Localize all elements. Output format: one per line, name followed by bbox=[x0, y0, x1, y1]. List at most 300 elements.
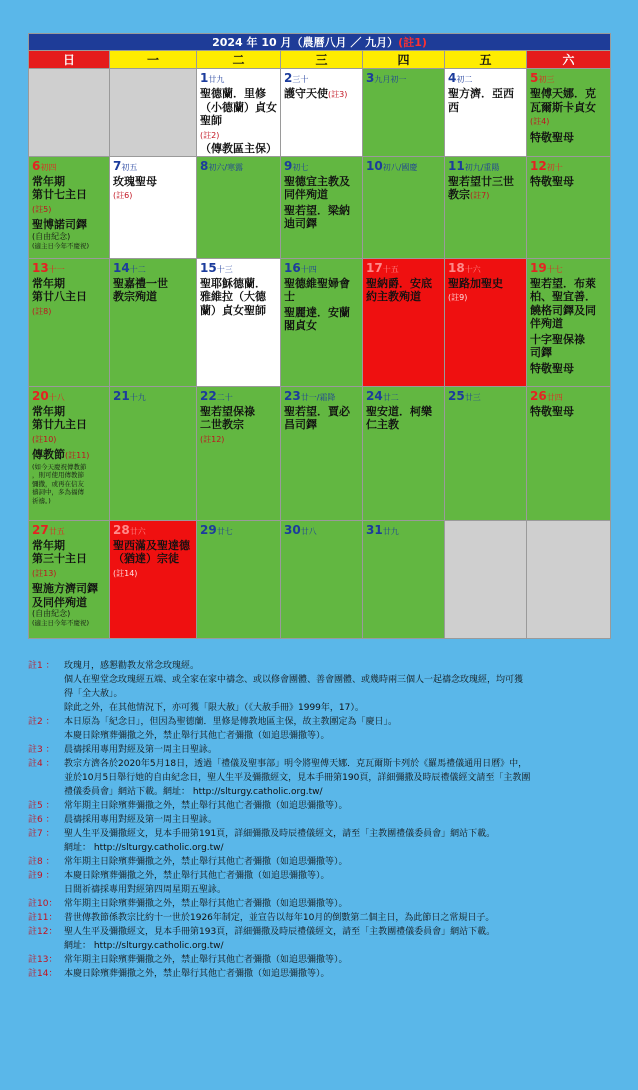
note-reference: (註11) bbox=[65, 451, 90, 460]
date-line bbox=[530, 71, 608, 87]
date-line bbox=[32, 261, 107, 277]
feast-line: 特敬聖母 bbox=[530, 361, 574, 375]
footnote bbox=[28, 743, 610, 757]
day-cell bbox=[197, 520, 281, 638]
footnote-body bbox=[64, 743, 610, 757]
footnote-label: 註14： bbox=[28, 969, 58, 979]
feast-line: 西 bbox=[448, 100, 459, 114]
feast-line: 特敬聖母 bbox=[530, 174, 574, 188]
day-cell bbox=[197, 258, 281, 386]
footnote-label: 註11： bbox=[28, 913, 58, 923]
day-number: 3 bbox=[366, 71, 375, 85]
date-line bbox=[366, 389, 442, 405]
lunar-date: 十三 bbox=[216, 264, 233, 274]
footnote bbox=[28, 799, 610, 813]
day-number: 9 bbox=[284, 158, 293, 173]
day-cell bbox=[281, 520, 363, 638]
date-line bbox=[448, 389, 524, 405]
date-line bbox=[284, 71, 360, 87]
calendar-week-row bbox=[29, 156, 611, 258]
feast-line: 柏、聖宜善． bbox=[530, 290, 596, 303]
day-number: 24 bbox=[366, 388, 383, 403]
day-number: 28 bbox=[113, 522, 130, 537]
date-line bbox=[113, 389, 194, 405]
footnote bbox=[28, 813, 610, 827]
footnote-body bbox=[64, 967, 610, 981]
footnote-line: 本慶日除殯葬彌撒之外，禁止舉行其他亡者彌撒（如追思彌撒等）。 bbox=[64, 969, 330, 979]
footnote-body bbox=[64, 925, 610, 953]
feast-line: 常年期 bbox=[32, 174, 65, 188]
feast-line: 瓦爾斯卡貞女 bbox=[530, 100, 596, 114]
day-number: 21 bbox=[113, 388, 130, 403]
date-line bbox=[448, 159, 524, 175]
day-cell bbox=[363, 69, 445, 157]
lunar-date: 廿八 bbox=[300, 526, 317, 536]
calendar-title-row bbox=[29, 34, 611, 51]
date-line bbox=[200, 389, 278, 405]
footnote-line: 晨禱採用專用對經及第一周主日聖詠。 bbox=[64, 815, 218, 825]
date-line bbox=[366, 71, 442, 87]
day-cell bbox=[110, 520, 197, 638]
day-number: 22 bbox=[200, 388, 217, 403]
feast-line: 司鐸 bbox=[530, 346, 552, 359]
lunar-date: 廿九 bbox=[382, 526, 399, 536]
footnote-line: 晨禱採用專用對經及第一周主日聖詠。 bbox=[64, 745, 218, 755]
day-cell bbox=[29, 156, 110, 258]
day-cell bbox=[110, 156, 197, 258]
feast-line: 聖若望保祿 bbox=[200, 404, 255, 418]
day-number: 1 bbox=[200, 71, 209, 85]
feast-line: 聖若望．布萊 bbox=[530, 276, 596, 290]
note-line bbox=[448, 290, 524, 305]
footnote-label: 註13： bbox=[28, 955, 58, 965]
footnote-line: 本慶日除殯葬彌撒之外，禁止舉行其他亡者彌撒（如追思彌撒等）。 bbox=[64, 731, 330, 741]
feast-line: 聖路加聖史 bbox=[448, 276, 503, 290]
footnote-line: 禮儀委員會」網站下載。網址： http://slturgy.catholic.org.tw/ bbox=[64, 787, 323, 797]
feast-line: 聖博諾司鐸 bbox=[32, 218, 87, 231]
footnote-line: 聖人生平及彌撒經文，見本手冊第193頁，詳細彌撒及時辰禮儀經文，請至「主教團禮儀委員會」網站下載。 bbox=[64, 927, 496, 937]
calendar-title bbox=[29, 34, 611, 51]
day-cell bbox=[281, 258, 363, 386]
day-cell bbox=[281, 69, 363, 157]
feast-line: 聖若望．賈必 bbox=[284, 404, 350, 418]
day-cell bbox=[281, 156, 363, 258]
date-line bbox=[32, 389, 107, 405]
small-remark: (適主日今年不慶祝) bbox=[32, 241, 90, 250]
note-line bbox=[200, 128, 278, 143]
date-line bbox=[530, 389, 608, 405]
feast-line: 教宗殉道 bbox=[113, 290, 157, 303]
date-line bbox=[32, 523, 107, 539]
feast-line: 特敬聖母 bbox=[530, 130, 574, 144]
lunar-date: 廿二 bbox=[382, 392, 399, 402]
footnote-line: 日間祈禱採專用對經第四周星期五聖詠。 bbox=[64, 885, 227, 895]
feast-line: （猶達）宗徒 bbox=[113, 552, 179, 565]
footnote-label: 註10： bbox=[28, 899, 58, 909]
feast-line: 聖納爵．安底 bbox=[366, 276, 432, 290]
day-number: 10 bbox=[366, 158, 383, 173]
footnote-body bbox=[64, 827, 610, 855]
day-cell bbox=[281, 386, 363, 520]
memorial-type: (自由紀念) bbox=[32, 609, 71, 618]
day-number: 14 bbox=[113, 260, 130, 275]
memorial-type: (自由紀念) bbox=[32, 231, 71, 241]
footnote-label: 註1 ： bbox=[28, 661, 55, 671]
feast-line: 常年期 bbox=[32, 404, 65, 418]
feast-line: 聖安道．柯樂 bbox=[366, 404, 432, 418]
footnote-body bbox=[64, 911, 610, 925]
date-line bbox=[113, 159, 194, 175]
day-cell bbox=[445, 156, 527, 258]
lunar-date: 九月初一 bbox=[374, 75, 407, 84]
note-reference: (註10) bbox=[32, 434, 57, 444]
day-cell bbox=[445, 69, 527, 157]
day-number: 18 bbox=[448, 260, 465, 275]
date-line bbox=[284, 389, 360, 405]
feast-line: 蘭）貞女聖師 bbox=[200, 303, 266, 317]
day-cell bbox=[527, 156, 611, 258]
day-number: 12 bbox=[530, 158, 547, 173]
liturgical-calendar bbox=[28, 33, 611, 639]
footnote-line: 教宗方濟各於2020年5月18日，透過「禮儀及聖事部」明令將聖傅天娜．克瓦爾斯卡列於《羅馬禮儀通用日曆》中， bbox=[64, 759, 528, 769]
footnote bbox=[28, 757, 610, 799]
lunar-date: 廿九 bbox=[208, 75, 225, 84]
footnote-label: 註5 ： bbox=[28, 801, 55, 811]
day-cell bbox=[197, 386, 281, 520]
footnote bbox=[28, 911, 610, 925]
footnote bbox=[28, 715, 610, 743]
small-remark: (如今天慶祝傳教節 bbox=[32, 462, 87, 471]
day-cell bbox=[527, 69, 611, 157]
feast-line: 聖若望廿三世 bbox=[448, 174, 514, 188]
footnote-line: 常年期主日除殯葬彌撒之外，禁止舉行其他亡者彌撒（如追思彌撒等）。 bbox=[64, 899, 348, 909]
feast-line: 昌司鐸 bbox=[284, 418, 317, 431]
weekday-thursday: 四 bbox=[363, 51, 445, 69]
date-line bbox=[32, 159, 107, 175]
footnote-body bbox=[64, 799, 610, 813]
footnote-line: 玫瑰月，感懇勸教友常念玫瑰經。 bbox=[64, 661, 200, 671]
lunar-date: 廿一/霜降 bbox=[300, 392, 336, 402]
footnote-line: 個人在聖堂念玫瑰經五端、或全家在家中禱念、或以修會團體、善會團體、或幾時兩三個人一起禱念玫瑰經，均可獲 bbox=[64, 675, 524, 685]
day-number: 19 bbox=[530, 260, 547, 275]
note-line bbox=[113, 566, 194, 581]
footnote-line: 得「全大赦」。 bbox=[64, 689, 123, 699]
day-number: 30 bbox=[284, 522, 301, 537]
lunar-date: 二十 bbox=[216, 392, 233, 402]
day-number: 5 bbox=[530, 71, 539, 85]
feast-line: 聖施方濟司鐸 bbox=[32, 582, 98, 595]
date-line bbox=[366, 261, 442, 277]
footnote-line: 網址： http://slturgy.catholic.org.tw/ bbox=[64, 941, 224, 951]
small-remark: (適主日今年不慶祝) bbox=[32, 619, 90, 627]
footnote-line: 本慶日除殯葬彌撒之外，禁止舉行其他亡者彌撒（如追思彌撒等）。 bbox=[64, 871, 330, 881]
feast-line: 第廿九主日 bbox=[32, 418, 87, 431]
feast-line: 第廿八主日 bbox=[32, 290, 87, 303]
lunar-date: 十二 bbox=[129, 264, 146, 274]
lunar-date: 十七 bbox=[546, 264, 563, 274]
footnote-body bbox=[64, 897, 610, 911]
feast-line: 聖傅天娜．克 bbox=[530, 87, 596, 100]
footnote-line: 常年期主日除殯葬彌撒之外，禁止舉行其他亡者彌撒（如追思彌撒等）。 bbox=[64, 955, 348, 965]
date-line bbox=[200, 71, 278, 87]
feast-line: 二世教宗 bbox=[200, 418, 244, 431]
day-number: 20 bbox=[32, 388, 49, 403]
feast-line: 聖耶穌德蘭． bbox=[200, 276, 266, 290]
calendar-week-row bbox=[29, 520, 611, 638]
lunar-date: 十五 bbox=[382, 264, 399, 274]
lunar-date: 初六/寒露 bbox=[208, 162, 244, 172]
feast-line: 聖德宜主教及 bbox=[284, 174, 350, 188]
lunar-date: 初三 bbox=[538, 75, 555, 84]
day-number: 26 bbox=[530, 388, 547, 403]
day-number: 29 bbox=[200, 522, 217, 537]
empty-day-cell bbox=[110, 69, 197, 157]
lunar-date: 十九 bbox=[129, 392, 146, 402]
lunar-date: 十四 bbox=[300, 264, 317, 274]
feast-line: 雅維拉（大德 bbox=[200, 290, 266, 303]
day-number: 23 bbox=[284, 388, 301, 403]
footnote-label: 註6 ： bbox=[28, 815, 55, 825]
lunar-date: 廿五 bbox=[48, 526, 65, 536]
day-number: 25 bbox=[448, 388, 465, 403]
feast-line: 及同伴殉道 bbox=[32, 595, 87, 609]
weekday-wednesday: 三 bbox=[281, 51, 363, 69]
day-cell bbox=[363, 386, 445, 520]
day-number: 17 bbox=[366, 260, 383, 275]
feast-line: 同伴殉道 bbox=[284, 188, 328, 201]
date-line bbox=[200, 523, 278, 539]
day-number: 16 bbox=[284, 260, 301, 275]
calendar-week-row bbox=[29, 69, 611, 157]
feast-line: 第廿七主日 bbox=[32, 188, 87, 201]
footnote-body bbox=[64, 855, 610, 869]
note-reference: (註14) bbox=[113, 568, 138, 578]
empty-day-cell bbox=[445, 520, 527, 638]
date-line bbox=[284, 523, 360, 539]
small-remark: 祈禱。) bbox=[32, 496, 51, 505]
date-line bbox=[284, 261, 360, 277]
note-reference: (註7) bbox=[470, 191, 490, 200]
lunar-date: 廿四 bbox=[546, 392, 563, 402]
feast-extra: （傳教區主保） bbox=[200, 142, 277, 155]
day-number: 7 bbox=[113, 158, 122, 173]
day-number: 13 bbox=[32, 260, 49, 275]
weekday-tuesday: 二 bbox=[197, 51, 281, 69]
lunar-date: 初七 bbox=[292, 162, 309, 172]
feast-line: 聖嘉禮一世 bbox=[113, 276, 168, 290]
weekday-header-row bbox=[29, 51, 611, 69]
feast-line: 聖德蘭．里修 bbox=[200, 87, 266, 100]
day-cell bbox=[363, 156, 445, 258]
lunar-date: 初五 bbox=[121, 162, 138, 172]
calendar-title-note: (註1) bbox=[398, 36, 427, 49]
feast-line: 閣貞女 bbox=[284, 319, 317, 332]
lunar-date: 三十 bbox=[292, 75, 309, 84]
feast-line: 常年期 bbox=[32, 276, 65, 290]
footnote-line: 聖人生平及彌撒經文，見本手冊第191頁，詳細彌撒及時辰禮儀經文，請至「主教團禮儀委員會」網站下載。 bbox=[64, 829, 496, 839]
note-reference: (註12) bbox=[200, 434, 225, 444]
footnote bbox=[28, 827, 610, 855]
note-reference: (註9) bbox=[448, 293, 468, 302]
footnote-line: 除此之外，在其他情況下，亦可獲「限大赦」（《大赦手冊》1999年，17）。 bbox=[64, 703, 364, 713]
footnote-line: 常年期主日除殯葬彌撒之外，禁止舉行其他亡者彌撒（如追思彌撒等）。 bbox=[64, 801, 348, 811]
calendar-week-row bbox=[29, 386, 611, 520]
date-line bbox=[530, 261, 608, 277]
day-cell bbox=[197, 156, 281, 258]
day-number: 6 bbox=[32, 158, 41, 173]
lunar-date: 廿七 bbox=[216, 526, 233, 536]
date-line bbox=[113, 523, 194, 539]
footnote-line: 網址： http://slturgy.catholic.org.tw/ bbox=[64, 843, 224, 853]
feast-line: 常年期 bbox=[32, 538, 65, 552]
day-number: 31 bbox=[366, 522, 383, 537]
footnote-label: 註2 ： bbox=[28, 717, 55, 727]
note-reference: (註13) bbox=[32, 568, 57, 578]
day-cell bbox=[445, 386, 527, 520]
feast-line: 饒格司鐸及同 bbox=[530, 303, 596, 317]
feast-line: 第三十主日 bbox=[32, 552, 87, 565]
date-line bbox=[200, 261, 278, 277]
calendar-week-row bbox=[29, 258, 611, 386]
note-line bbox=[530, 114, 608, 129]
small-remark: 彌撒，或再在信友 bbox=[32, 479, 84, 488]
footnote-line: 普世傳教節係教宗比約十一世於1926年制定，並宣告以每年10月的倒數第二個主日，為此節日之常規日子。 bbox=[64, 913, 495, 923]
date-line bbox=[366, 159, 442, 175]
note-reference: (註8) bbox=[32, 306, 52, 316]
note-line bbox=[32, 304, 107, 319]
date-line bbox=[448, 261, 524, 277]
footnote bbox=[28, 953, 610, 967]
day-number: 8 bbox=[200, 158, 209, 173]
feast-line: 聖麗達．安蘭 bbox=[284, 305, 350, 319]
lunar-date: 初八/國慶 bbox=[382, 162, 418, 172]
empty-day-cell bbox=[527, 520, 611, 638]
day-number: 27 bbox=[32, 522, 49, 537]
day-cell bbox=[527, 258, 611, 386]
note-reference: (註4) bbox=[530, 117, 550, 126]
lunar-date: 十一 bbox=[48, 264, 65, 274]
feast-line: 聖西滿及聖達德 bbox=[113, 538, 190, 552]
day-number: 2 bbox=[284, 71, 293, 85]
footnote-label: 註8 ： bbox=[28, 857, 55, 867]
footnote bbox=[28, 925, 610, 953]
footnote-body bbox=[64, 659, 610, 715]
footnote-label: 註7 ： bbox=[28, 829, 55, 839]
day-cell bbox=[29, 258, 110, 386]
day-cell bbox=[363, 258, 445, 386]
footnote bbox=[28, 967, 610, 981]
lunar-date: 廿六 bbox=[129, 526, 146, 536]
weekday-sunday: 日 bbox=[29, 51, 110, 69]
footnote bbox=[28, 869, 610, 897]
feast-line: 聖師 bbox=[200, 114, 222, 127]
feast-line: 傳教節(註11) bbox=[32, 448, 90, 461]
day-cell bbox=[110, 258, 197, 386]
small-remark: ，則可使用傳教節 bbox=[32, 471, 84, 479]
lunar-date: 十八 bbox=[48, 392, 65, 402]
footnote-body bbox=[64, 757, 610, 799]
note-line bbox=[200, 432, 278, 447]
date-line bbox=[366, 523, 442, 539]
lunar-date: 初十 bbox=[546, 162, 563, 172]
day-cell bbox=[29, 386, 110, 520]
note-line bbox=[32, 202, 107, 217]
feast-line: 仁主教 bbox=[366, 418, 399, 431]
day-cell bbox=[197, 69, 281, 157]
day-number: 15 bbox=[200, 260, 217, 275]
feast-line: 護守天使(註3) bbox=[284, 87, 348, 100]
day-number: 4 bbox=[448, 71, 457, 85]
note-reference: (註2) bbox=[200, 130, 220, 140]
note-line bbox=[32, 566, 107, 581]
footnote bbox=[28, 897, 610, 911]
footnote-line: 常年期主日除殯葬彌撒之外，禁止舉行其他亡者彌撒（如追思彌撒等）。 bbox=[64, 857, 348, 867]
footnote-body bbox=[64, 813, 610, 827]
lunar-date: 初二 bbox=[456, 75, 473, 84]
footnote bbox=[28, 855, 610, 869]
footnote-line: 並於10月5日舉行她的自由紀念日，聖人生平及彌撒經文，見本手冊第190頁，詳細彌撒及時辰禮儀經文請至「主教團 bbox=[64, 773, 531, 783]
day-cell bbox=[29, 520, 110, 638]
small-remark: 禱詞中，多為福傳 bbox=[32, 488, 84, 496]
date-line bbox=[200, 159, 278, 175]
footnotes bbox=[28, 659, 610, 981]
footnote-body bbox=[64, 953, 610, 967]
footnote-body bbox=[64, 869, 610, 897]
note-line bbox=[32, 432, 107, 447]
empty-day-cell bbox=[29, 69, 110, 157]
note-line bbox=[113, 188, 194, 203]
day-number: 11 bbox=[448, 158, 465, 173]
note-reference: (註6) bbox=[113, 191, 133, 200]
feast-line: 特敬聖母 bbox=[530, 404, 574, 418]
day-cell bbox=[110, 386, 197, 520]
date-line bbox=[448, 71, 524, 87]
weekday-monday: 一 bbox=[110, 51, 197, 69]
weekday-friday: 五 bbox=[445, 51, 527, 69]
calendar-weeks bbox=[29, 69, 611, 639]
feast-line: 聖德維聖婦會 bbox=[284, 276, 350, 290]
feast-line: 迪司鐸 bbox=[284, 217, 317, 230]
footnote bbox=[28, 659, 610, 715]
feast-line: （小德蘭）貞女 bbox=[200, 100, 277, 114]
lunar-date: 初四 bbox=[40, 162, 57, 172]
date-line bbox=[113, 261, 194, 277]
footnote-label: 註3 ： bbox=[28, 745, 55, 755]
date-line bbox=[530, 159, 608, 175]
lunar-date: 廿三 bbox=[464, 392, 481, 402]
feast-line: 聖若望．梁納 bbox=[284, 203, 350, 217]
feast-line: 教宗(註7) bbox=[448, 188, 490, 201]
footnote-body bbox=[64, 715, 610, 743]
lunar-date: 十六 bbox=[464, 264, 481, 274]
footnote-label: 註9 ： bbox=[28, 871, 55, 881]
day-cell bbox=[445, 258, 527, 386]
lunar-date: 初九/重陽 bbox=[464, 162, 500, 172]
footnote-label: 註12： bbox=[28, 927, 58, 937]
note-reference: (註3) bbox=[328, 90, 348, 99]
feast-line: 伴殉道 bbox=[530, 317, 563, 330]
feast-line: 約主教殉道 bbox=[366, 290, 421, 303]
day-cell bbox=[363, 520, 445, 638]
feast-line: 士 bbox=[284, 290, 295, 303]
date-line bbox=[284, 159, 360, 175]
footnote-line: 本日原為「紀念日」，但因為聖德蘭．里修是傳教地區主保，故主教團定為「慶日」。 bbox=[64, 717, 398, 727]
weekday-saturday: 六 bbox=[527, 51, 611, 69]
feast-line: 聖方濟．亞西 bbox=[448, 87, 514, 100]
day-cell bbox=[527, 386, 611, 520]
calendar-title-text: 2024 年 10 月（農曆八月 ／ 九月） bbox=[212, 36, 399, 49]
feast-line: 玫瑰聖母 bbox=[113, 174, 157, 188]
